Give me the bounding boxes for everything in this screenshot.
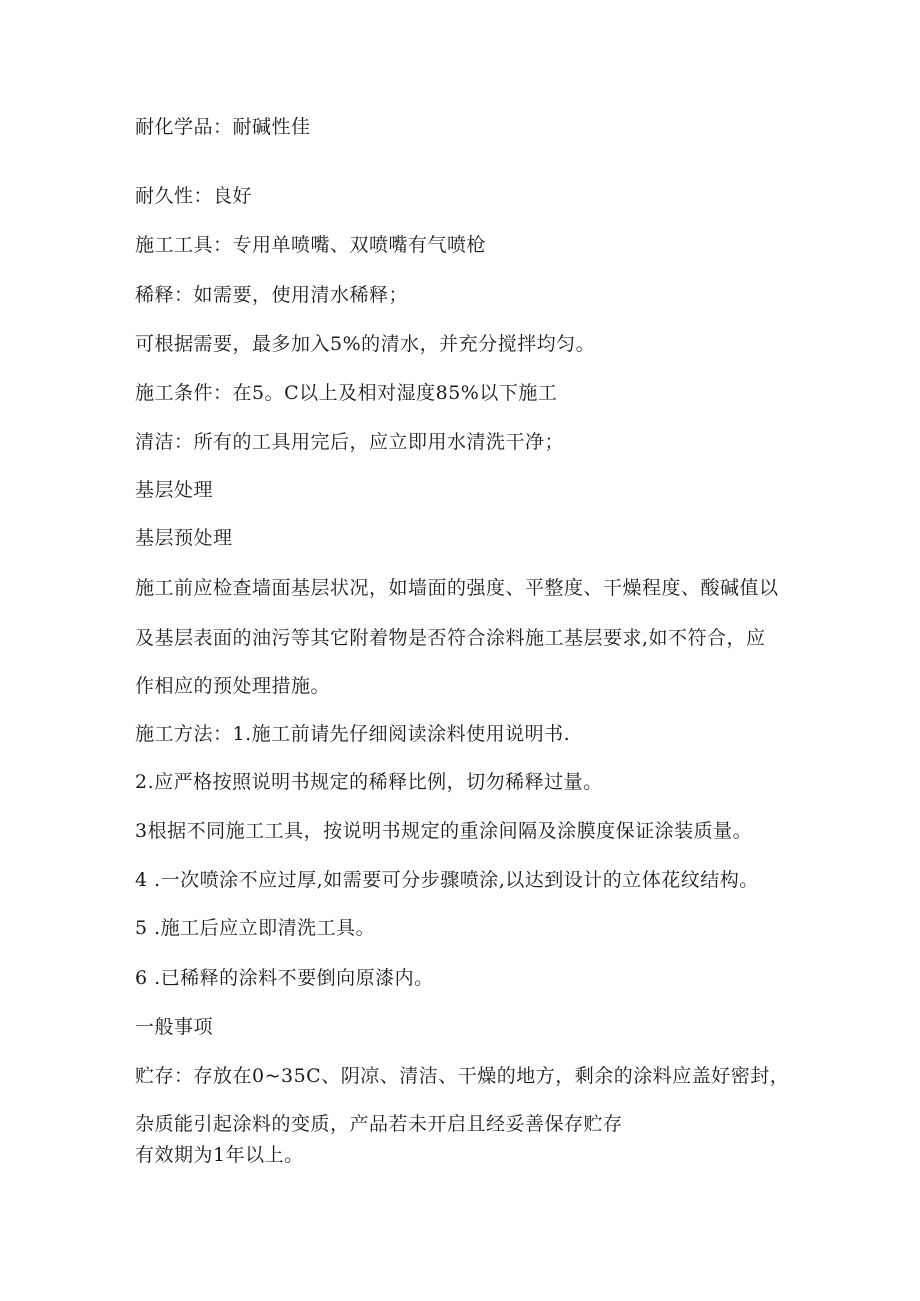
paragraph-cleaning: 清洁：所有的工具用完后，应立即用水清洗干净； (135, 431, 565, 453)
paragraph-chemical-resistance: 耐化学品：耐碱性佳 (135, 116, 311, 138)
heading-general-matters: 一般事项 (135, 1016, 214, 1038)
paragraph-durability: 耐久性：良好 (135, 185, 253, 207)
paragraph-method-3: 3根据不同施工工具，按说明书规定的重涂间隔及涂膜度保证涂装质量。 (135, 820, 753, 842)
paragraph-storage-line-3: 有效期为1年以上。 (135, 1144, 304, 1166)
paragraph-method-5: 5 .施工后应立即清洗工具。 (135, 917, 376, 939)
paragraph-pretreatment-line-1: 施工前应检查墙面基层状况，如墙面的强度、平整度、干燥程度、酸碱值以 (135, 577, 779, 599)
paragraph-method-1: 施工方法：1.施工前请先仔细阅读涂料使用说明书. (135, 723, 571, 745)
paragraph-tools: 施工工具：专用单喷嘴、双喷嘴有气喷枪 (135, 234, 487, 256)
paragraph-method-2: 2.应严格按照说明书规定的稀释比例，切勿稀释过量。 (135, 771, 603, 793)
paragraph-pretreatment-line-3: 作相应的预处理措施。 (135, 675, 331, 697)
paragraph-method-4: 4 .一次喷涂不应过厚,如需要可分步骤喷涂,以达到设计的立体花纹结构。 (135, 869, 759, 891)
heading-substrate-treatment: 基层处理 (135, 479, 214, 501)
paragraph-storage-line-2: 杂质能引起涂料的变质，产品若未开启且经妥善保存贮存 (135, 1113, 623, 1135)
paragraph-dilution-detail: 可根据需要，最多加入5%的清水，并充分搅拌均匀。 (135, 333, 596, 355)
paragraph-pretreatment-line-2: 及基层表面的油污等其它附着物是否符合涂料施工基层要求,如不符合，应 (135, 627, 766, 649)
paragraph-method-6: 6 .已稀释的涂料不要倒向原漆内。 (135, 967, 434, 989)
heading-substrate-pretreatment: 基层预处理 (135, 527, 233, 549)
paragraph-dilution: 稀释：如需要，使用清水稀释； (135, 284, 409, 306)
paragraph-conditions: 施工条件：在5。C以上及相对湿度85%以下施工 (135, 382, 558, 404)
paragraph-storage-line-1: 贮存：存放在0~35C、阴凉、清洁、干燥的地方，剩余的涂料应盖好密封， (135, 1065, 790, 1087)
